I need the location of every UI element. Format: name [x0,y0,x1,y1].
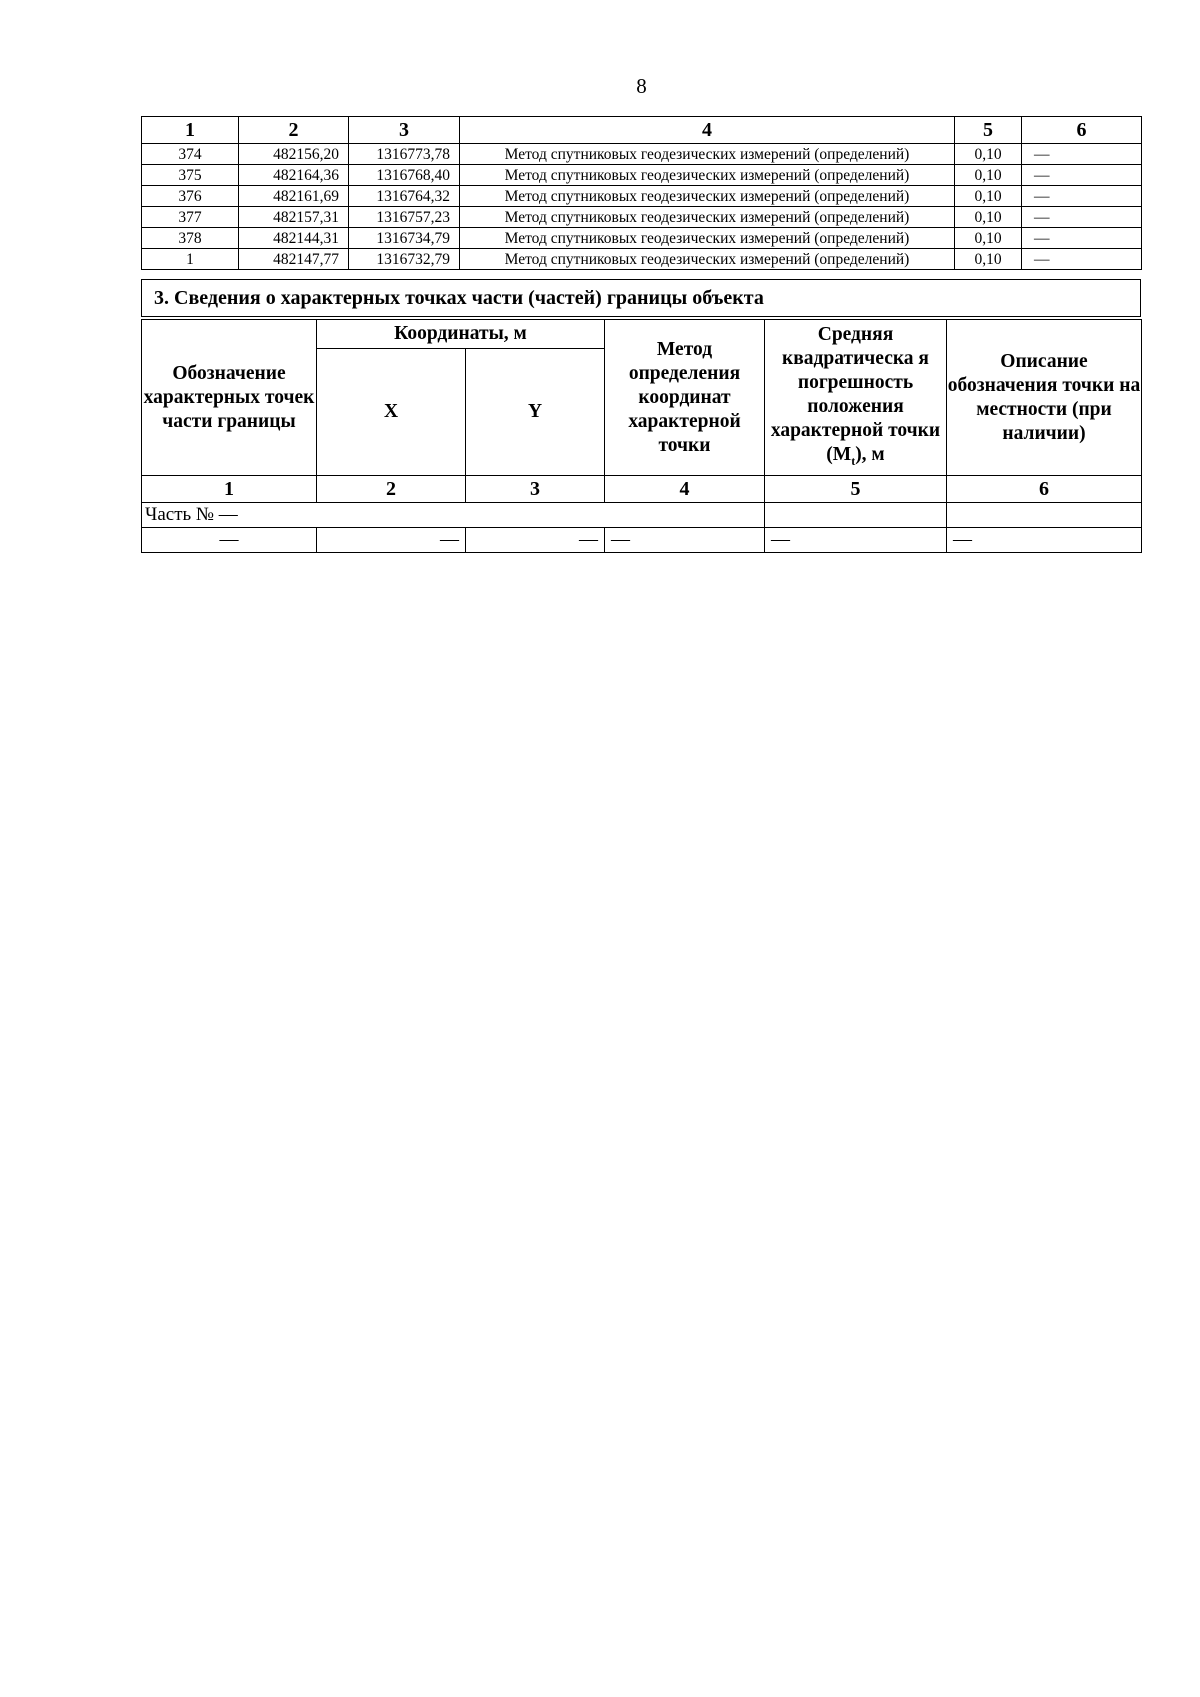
method: Метод спутниковых геодезических измерений (определений) [460,207,955,228]
column-number: 1 [142,476,317,503]
error-value: 0,10 [955,165,1022,186]
coord-y: 1316734,79 [349,228,460,249]
point-number: 375 [142,165,239,186]
part-points-table [141,319,1142,553]
error-value: 0,10 [955,228,1022,249]
column-number: 4 [605,476,765,503]
description: — [1022,207,1142,228]
point-number: 1 [142,249,239,270]
description: — [1022,249,1142,270]
table-row [142,249,1142,270]
table-row [142,165,1142,186]
description: — [1022,186,1142,207]
method: Метод спутниковых геодезических измерений (определений) [460,165,955,186]
point-number: 376 [142,186,239,207]
point-number: 377 [142,207,239,228]
header-error-tail: ), м [855,443,885,465]
boundary-points-table [141,116,1142,270]
dash-cell: — [317,528,466,553]
dash-cell: — [142,528,317,553]
column-number: 6 [947,476,1142,503]
part-label: Часть № — [142,503,765,528]
column-number: 3 [466,476,605,503]
table-row [142,144,1142,165]
empty-cell [765,503,947,528]
header-cell: 5 [955,117,1022,144]
section-heading-box [141,279,1141,317]
header-method: Метод определения координат характерной точки [605,320,765,476]
coord-y: 1316773,78 [349,144,460,165]
point-number: 374 [142,144,239,165]
dash-cell: — [605,528,765,553]
header-cell: 4 [460,117,955,144]
coord-x: 482164,36 [239,165,349,186]
header-cell: 3 [349,117,460,144]
table-row [142,186,1142,207]
header-error [765,320,947,476]
method: Метод спутниковых геодезических измерений (определений) [460,249,955,270]
header-cell: 1 [142,117,239,144]
header-description: Описание обозначения точки на местности (при наличии) [947,320,1142,476]
coord-x: 482156,20 [239,144,349,165]
dash-cell: — [466,528,605,553]
table-row [142,207,1142,228]
header-error-subscript: t [851,453,856,468]
coord-x: 482161,69 [239,186,349,207]
table-row [142,528,1142,553]
header-cell: 2 [239,117,349,144]
coord-x: 482147,77 [239,249,349,270]
header-error-text: Средняя квадратическа я погрешность положения характерной точки (M [770,323,941,465]
table-header-row [142,117,1142,144]
method: Метод спутниковых геодезических измерений (определений) [460,186,955,207]
point-number: 378 [142,228,239,249]
header-y: Y [466,349,605,476]
table-row [142,228,1142,249]
dash-cell: — [947,528,1142,553]
coord-y: 1316768,40 [349,165,460,186]
coord-y: 1316757,23 [349,207,460,228]
coord-x: 482157,31 [239,207,349,228]
page-number: 8 [636,74,647,98]
column-number: 5 [765,476,947,503]
dash-cell: — [765,528,947,553]
header-coordinates: Координаты, м [317,320,605,349]
empty-cell [947,503,1142,528]
description: — [1022,165,1142,186]
method: Метод спутниковых геодезических измерений (определений) [460,228,955,249]
description: — [1022,228,1142,249]
description: — [1022,144,1142,165]
error-value: 0,10 [955,186,1022,207]
column-number: 2 [317,476,466,503]
part-row [142,503,1142,528]
header-x: X [317,349,466,476]
error-value: 0,10 [955,207,1022,228]
table-header-row [142,320,1142,349]
section-title: 3. Сведения о характерных точках части (частей) границы объекта [154,287,764,309]
header-designation: Обозначение характерных точек части границы [142,320,317,476]
coord-x: 482144,31 [239,228,349,249]
error-value: 0,10 [955,249,1022,270]
coord-y: 1316732,79 [349,249,460,270]
coord-y: 1316764,32 [349,186,460,207]
method: Метод спутниковых геодезических измерений (определений) [460,144,955,165]
header-cell: 6 [1022,117,1142,144]
error-value: 0,10 [955,144,1022,165]
column-numbers-row [142,476,1142,503]
